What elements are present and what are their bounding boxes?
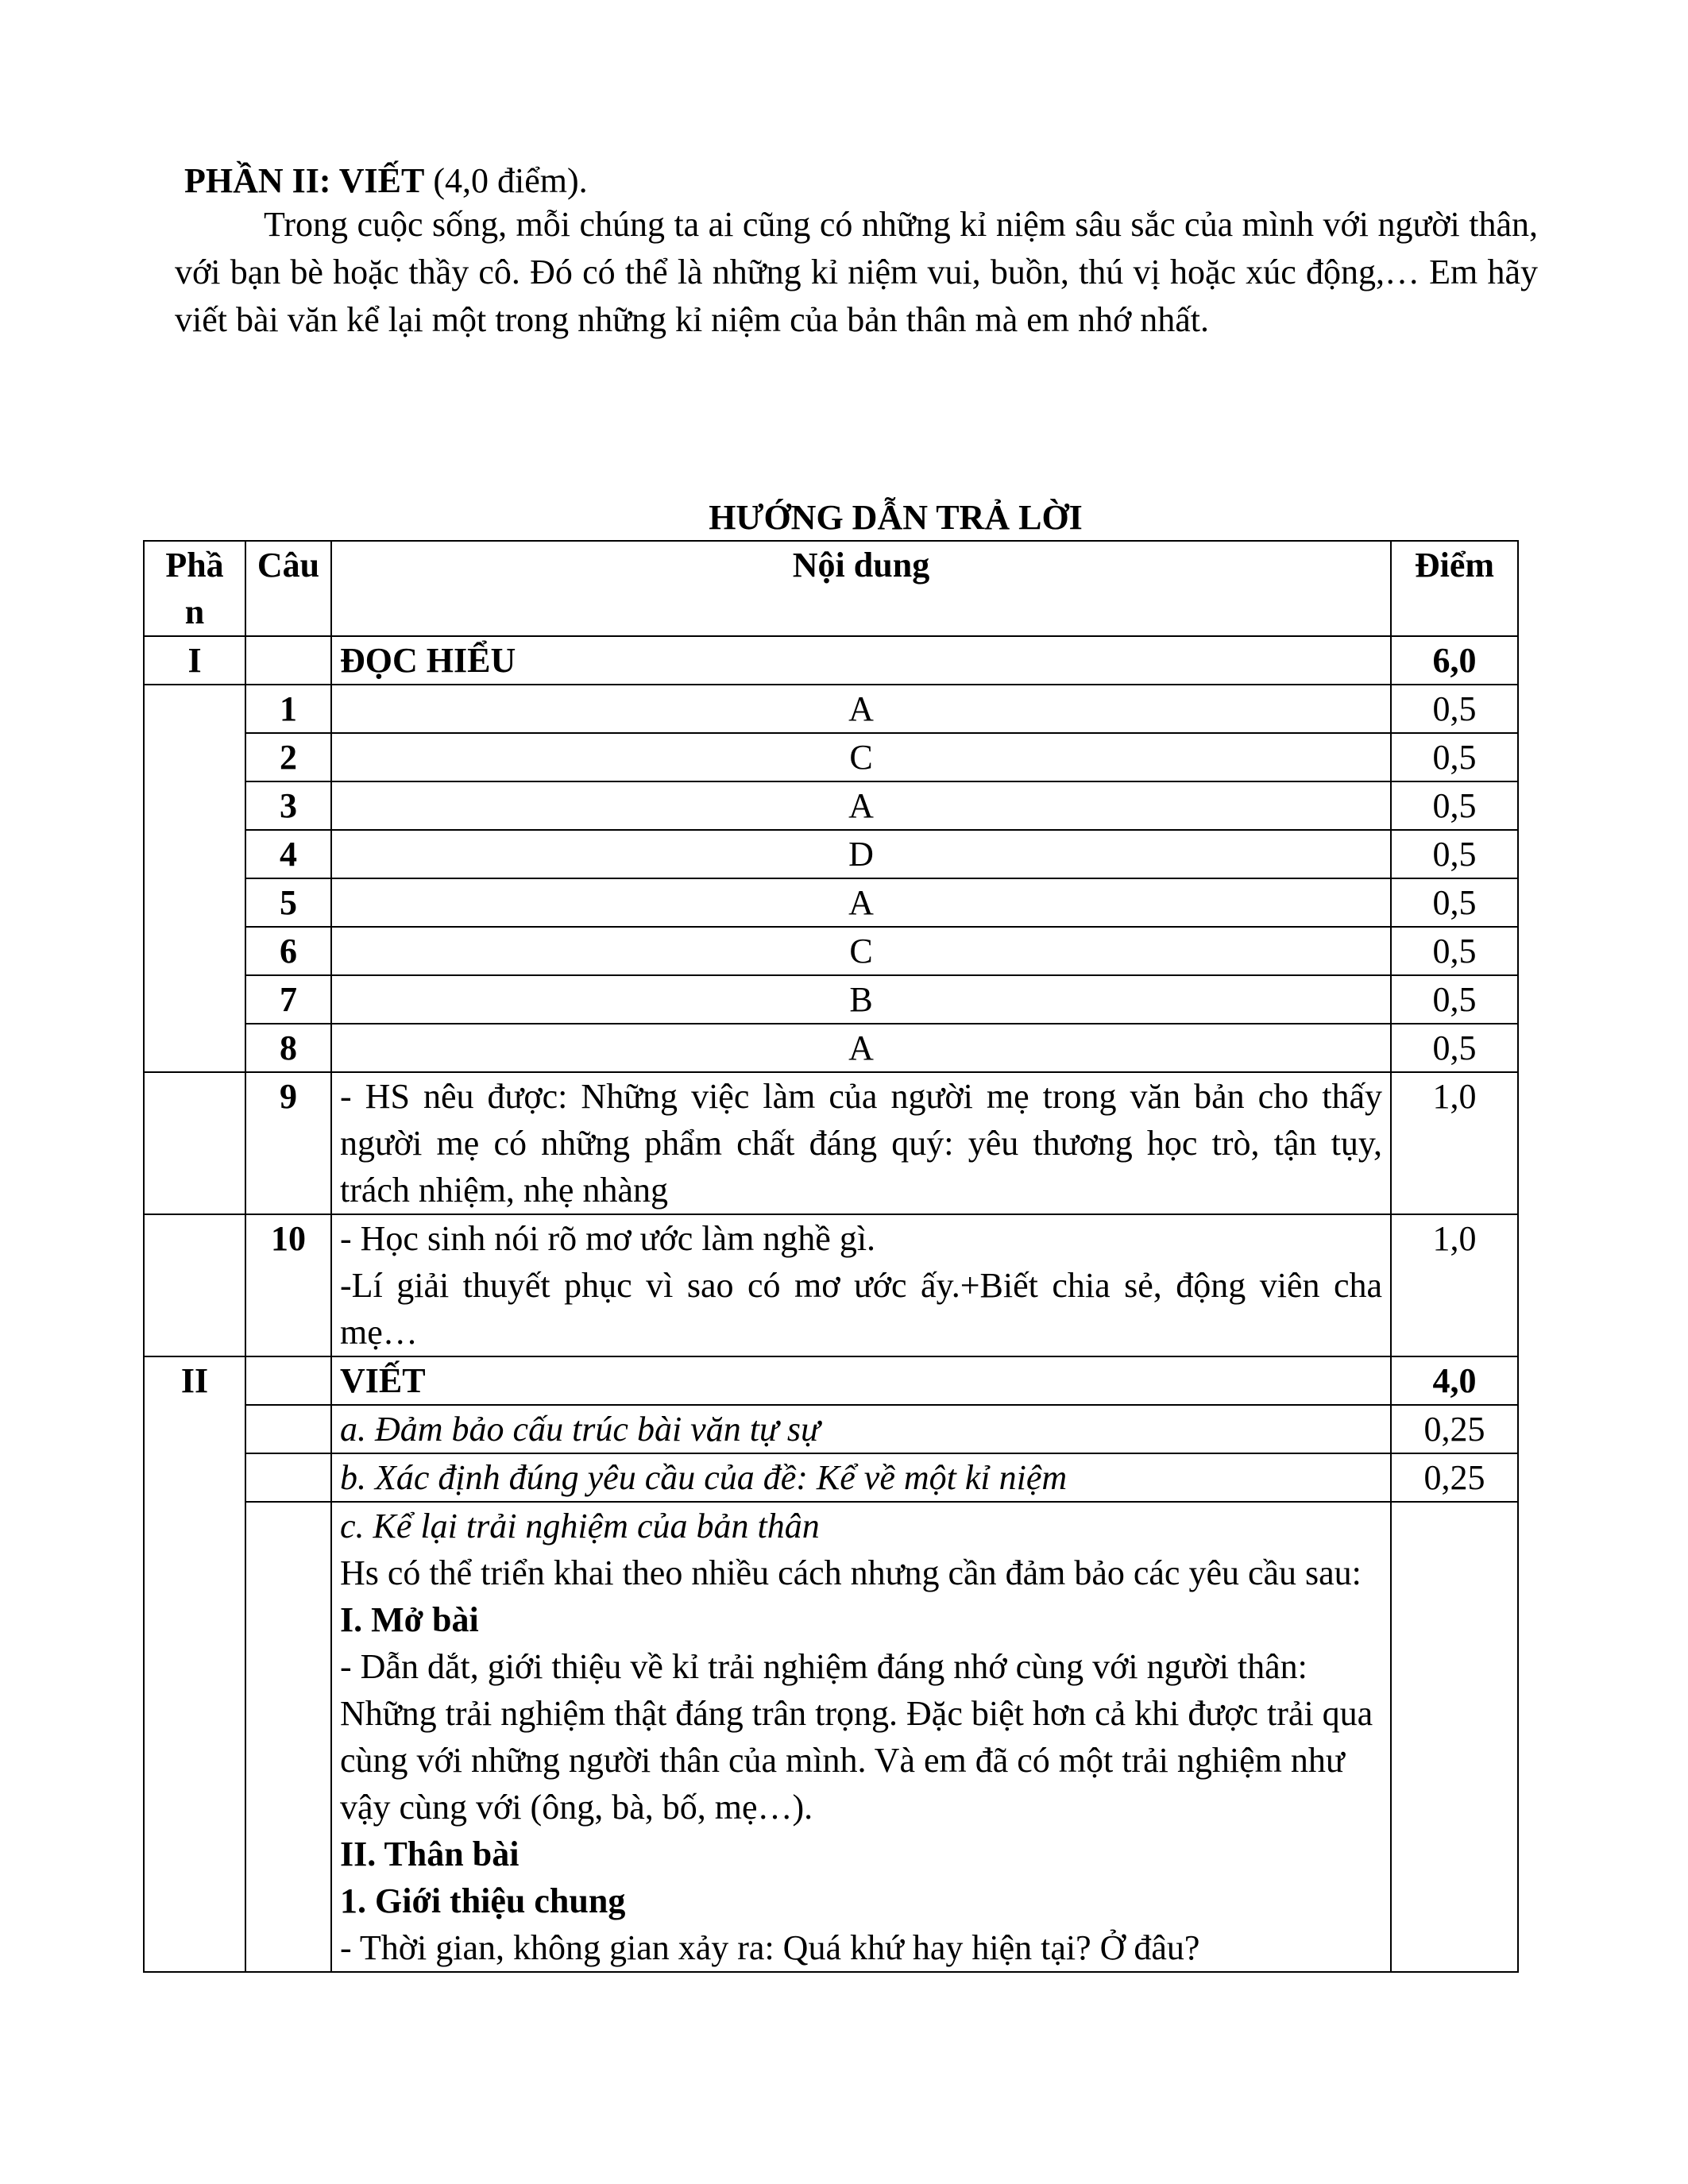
wa-text: a. Đảm bảo cấu trúc bài văn tự sự [331,1405,1391,1453]
mc-answer: C [331,733,1391,781]
wc-thoi-gian: - Thời gian, không gian xảy ra: Quá khứ hay hiện tại? Ở đâu? [340,1928,1200,1967]
table-row [144,975,1518,1024]
mc-answer: D [331,830,1391,878]
header-noi-dung: Nội dung [331,541,1391,636]
wc-content [331,1502,1391,1972]
q10-line2: -Lí giải thuyết phục vì sao có mơ ước ấy.+Biết chia sẻ, động viên cha mẹ… [340,1266,1382,1352]
table-row-wb [144,1453,1518,1502]
mc-score: 0,5 [1391,1024,1518,1072]
q9-score: 1,0 [1391,1072,1518,1214]
wc-title: c. Kể lại trải nghiệm của bản thân [340,1507,820,1545]
mc-answer: A [331,781,1391,830]
mc-score: 0,5 [1391,878,1518,927]
wa-phan-empty [144,1405,245,1453]
table-row [144,781,1518,830]
table-row-wc [144,1502,1518,1972]
q10-line1: - Học sinh nói rõ mơ ước làm nghề gì. [340,1219,876,1258]
mc-answer: A [331,878,1391,927]
wc-score-empty [1391,1502,1518,1972]
mc-cau: 2 [245,733,331,781]
wc-intro: Hs có thể triển khai theo nhiều cách nhưng cần đảm bảo các yêu cầu sau: [340,1553,1362,1592]
mc-answer: C [331,927,1391,975]
mc-score: 0,5 [1391,975,1518,1024]
mc-score: 0,5 [1391,781,1518,830]
section-cau-empty [245,636,331,685]
answer-key-table [143,540,1519,1973]
part2-heading [184,157,588,205]
table-row-q10 [144,1214,1518,1356]
mc-cau: 7 [245,975,331,1024]
table-row-wa [144,1405,1518,1453]
wc-mo-bai-text: - Dẫn dắt, giới thiệu về kỉ trải nghiệm đáng nhớ cùng với người thân: Những trải nghiệm thật đáng trân trọng. Đặc biệt hơn cả khi được trải qua cùng với những người thân của mình. Và em đã có một trải nghiệm như vậy cùng với (ông, bà, bố, mẹ…). [340,1647,1373,1827]
wa-cau-empty [245,1405,331,1453]
section2-cau-empty [245,1356,331,1405]
mc-answer: A [331,685,1391,733]
wc-mo-bai: I. Mở bài [340,1600,479,1639]
wc-than-bai: II. Thân bài [340,1835,520,1873]
section2-phan: II [144,1356,245,1405]
answer-key-title: HƯỚNG DẪN TRẢ LỜI [709,498,1083,537]
mc-cau: 5 [245,878,331,927]
writing-prompt: Trong cuộc sống, mỗi chúng ta ai cũng có những kỉ niệm sâu sắc của mình với người thân, với bạn bè hoặc thầy cô. Đó có thể là những kỉ niệm vui, buồn, thú vị hoặc xúc động,… Em hãy viết bài văn kể lại một trong những kỉ niệm của bản thân mà em nhớ nhất. [175,205,1538,339]
wc-cau-empty [245,1502,331,1972]
section-row-doc-hieu [144,636,1518,685]
section2-label: VIẾT [331,1356,1391,1405]
header-phan: Phầ n [144,541,245,636]
table-row [144,878,1518,927]
q10-cau: 10 [245,1214,331,1356]
table-row [144,685,1518,733]
wb-score: 0,25 [1391,1453,1518,1502]
table-row [144,733,1518,781]
section-row-viet [144,1356,1518,1405]
mc-score: 0,5 [1391,830,1518,878]
table-row [144,830,1518,878]
mc-score: 0,5 [1391,685,1518,733]
mc-score: 0,5 [1391,927,1518,975]
mc-phan-empty [144,685,245,1072]
section2-score: 4,0 [1391,1356,1518,1405]
wb-phan-empty [144,1453,245,1502]
header-cau: Câu [245,541,331,636]
q9-cau: 9 [245,1072,331,1214]
q9-phan-empty [144,1072,245,1214]
table-header-row [144,541,1518,636]
q10-score: 1,0 [1391,1214,1518,1356]
mc-answer: B [331,975,1391,1024]
section-label: ĐỌC HIỂU [331,636,1391,685]
mc-cau: 4 [245,830,331,878]
mc-score: 0,5 [1391,733,1518,781]
q10-phan-empty [144,1214,245,1356]
header-diem: Điểm [1391,541,1518,636]
q10-text [331,1214,1391,1356]
table-row-q9 [144,1072,1518,1214]
q9-text: - HS nêu được: Những việc làm của người mẹ trong văn bản cho thấy người mẹ có những phẩm chất đáng quý: yêu thương học trò, tận tụy, trách nhiệm, nhẹ nhàng [331,1072,1391,1214]
wc-phan-empty [144,1502,245,1972]
wb-text: b. Xác định đúng yêu cầu của đề: Kể về một kỉ niệm [331,1453,1391,1502]
wc-gioi-thieu: 1. Giới thiệu chung [340,1881,626,1920]
part2-heading-rest: (4,0 điểm). [424,161,588,200]
mc-cau: 3 [245,781,331,830]
mc-cau: 1 [245,685,331,733]
section-score: 6,0 [1391,636,1518,685]
mc-answer: A [331,1024,1391,1072]
wb-cau-empty [245,1453,331,1502]
table-row [144,1024,1518,1072]
section-phan: I [144,636,245,685]
table-row [144,927,1518,975]
mc-cau: 8 [245,1024,331,1072]
part2-heading-bold: PHẦN II: VIẾT [184,161,425,200]
mc-cau: 6 [245,927,331,975]
wa-score: 0,25 [1391,1405,1518,1453]
